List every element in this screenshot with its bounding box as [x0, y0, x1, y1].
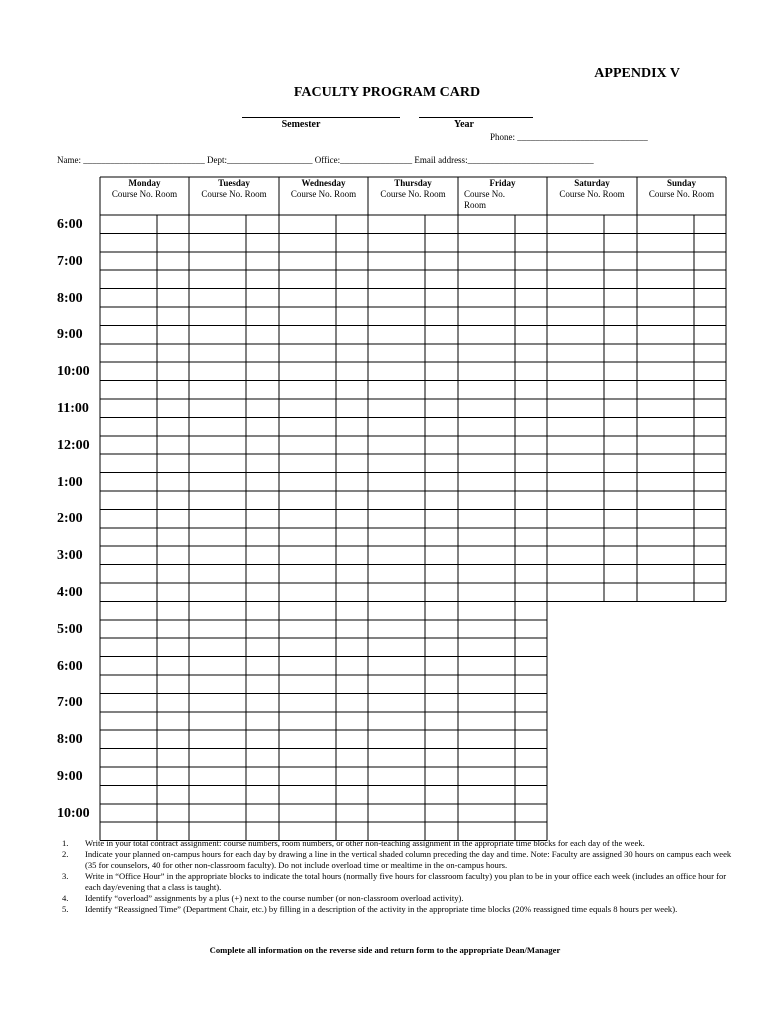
instruction-number: 3.: [62, 871, 69, 881]
time-label: 8:00: [57, 290, 83, 306]
day-name: Monday: [128, 178, 161, 188]
instruction-number: 5.: [62, 904, 69, 914]
year-label: Year: [454, 119, 474, 130]
day-subheader: Course No. Room: [111, 189, 178, 199]
instruction-item: [62, 893, 732, 904]
time-label: 1:00: [57, 474, 83, 490]
instruction-item: [62, 838, 732, 849]
instruction-item: [62, 904, 732, 915]
name-field[interactable]: Name: ___________________________: [57, 155, 205, 165]
instruction-text: Identify “Reassigned Time” (Department Chair, etc.) by filling in a description of the activity in the appropriate time blocks (20% reassigned time equals 8 hours per week).: [85, 904, 678, 914]
day-subheader: Course No. Room: [380, 189, 446, 199]
time-label: 8:00: [57, 732, 83, 748]
instruction-text: Write in “Office Hour” in the appropriate blocks to indicate the total hours (normally five hours for classroom faculty) you plan to be in your office each week (includes an office hour for each day/evening that a class is taught).: [85, 871, 727, 892]
day-subheader: Course No. Room: [201, 189, 267, 199]
instruction-number: 4.: [62, 893, 69, 903]
day-header-friday: [460, 178, 545, 211]
time-label: 7:00: [57, 695, 83, 711]
office-field[interactable]: Office:________________: [314, 155, 413, 165]
day-header-wednesday: [281, 178, 366, 200]
semester-label: Semester: [281, 119, 321, 130]
day-name: Tuesday: [218, 178, 250, 188]
time-label: 2:00: [57, 511, 83, 527]
time-label: 11:00: [57, 401, 89, 416]
time-label: 10:00: [57, 805, 90, 821]
day-header-sunday: [639, 178, 724, 200]
instruction-text: Indicate your planned on-campus hours for each day by drawing a line in the vertical shaded column preceding the day and time. Note: Faculty are assigned 30 hours on campus each week (35 for counselors, 40 for other non-classroom faculty). Do not include overload time or mealtime in the on-campus hours.: [85, 849, 732, 870]
time-label: 5:00: [57, 621, 83, 637]
day-name: Thursday: [394, 178, 432, 188]
instruction-number: 1.: [62, 838, 69, 848]
dept-field[interactable]: Dept:___________________: [207, 155, 313, 165]
time-label: 3:00: [57, 548, 83, 564]
phone-field[interactable]: Phone: _____________________________: [490, 132, 648, 142]
day-subheader: Course No. Room: [648, 189, 715, 199]
day-subheader-room: Room: [464, 200, 487, 210]
time-label: 6:00: [57, 658, 83, 674]
day-subheader: Course No. Room: [559, 189, 625, 199]
appendix-label: APPENDIX V: [594, 66, 680, 81]
day-subheader: Course No. Room: [290, 189, 357, 199]
time-label: 10:00: [57, 364, 90, 380]
time-label: 6:00: [57, 217, 83, 232]
day-name: Friday: [489, 178, 516, 188]
day-header-monday: [102, 178, 187, 200]
day-subheader: Course No.: [464, 189, 505, 199]
time-label: 9:00: [57, 769, 83, 784]
instruction-item: [62, 871, 732, 893]
day-name: Saturday: [574, 178, 610, 188]
day-name: Wednesday: [301, 178, 346, 188]
day-header-thursday: [370, 178, 456, 200]
closing-instruction: Complete all information on the reverse side and return form to the appropriate Dean/Manager: [209, 945, 561, 955]
day-name: Sunday: [666, 178, 697, 188]
form-title-text: FACULTY PROGRAM CARD: [293, 85, 481, 100]
instruction-number: 2.: [62, 849, 69, 859]
time-label: 4:00: [57, 585, 83, 600]
time-label: 12:00: [57, 437, 90, 453]
instruction-text: Write in your total contract assignment: course numbers, room numbers, or other non-teaching assignment in the appropriate time blocks for each day of the week.: [85, 838, 645, 848]
instruction-item: [62, 849, 732, 871]
instruction-text: Identify “overload” assignments by a plus (+) next to the course number (or non-classroom overload activity).: [85, 893, 464, 903]
instructions-list: [62, 838, 732, 915]
day-header-tuesday: [191, 178, 277, 200]
time-label: 7:00: [57, 253, 83, 269]
time-label: 9:00: [57, 327, 83, 343]
email-field[interactable]: Email address:____________________________: [414, 155, 594, 165]
day-header-saturday: [549, 178, 635, 200]
